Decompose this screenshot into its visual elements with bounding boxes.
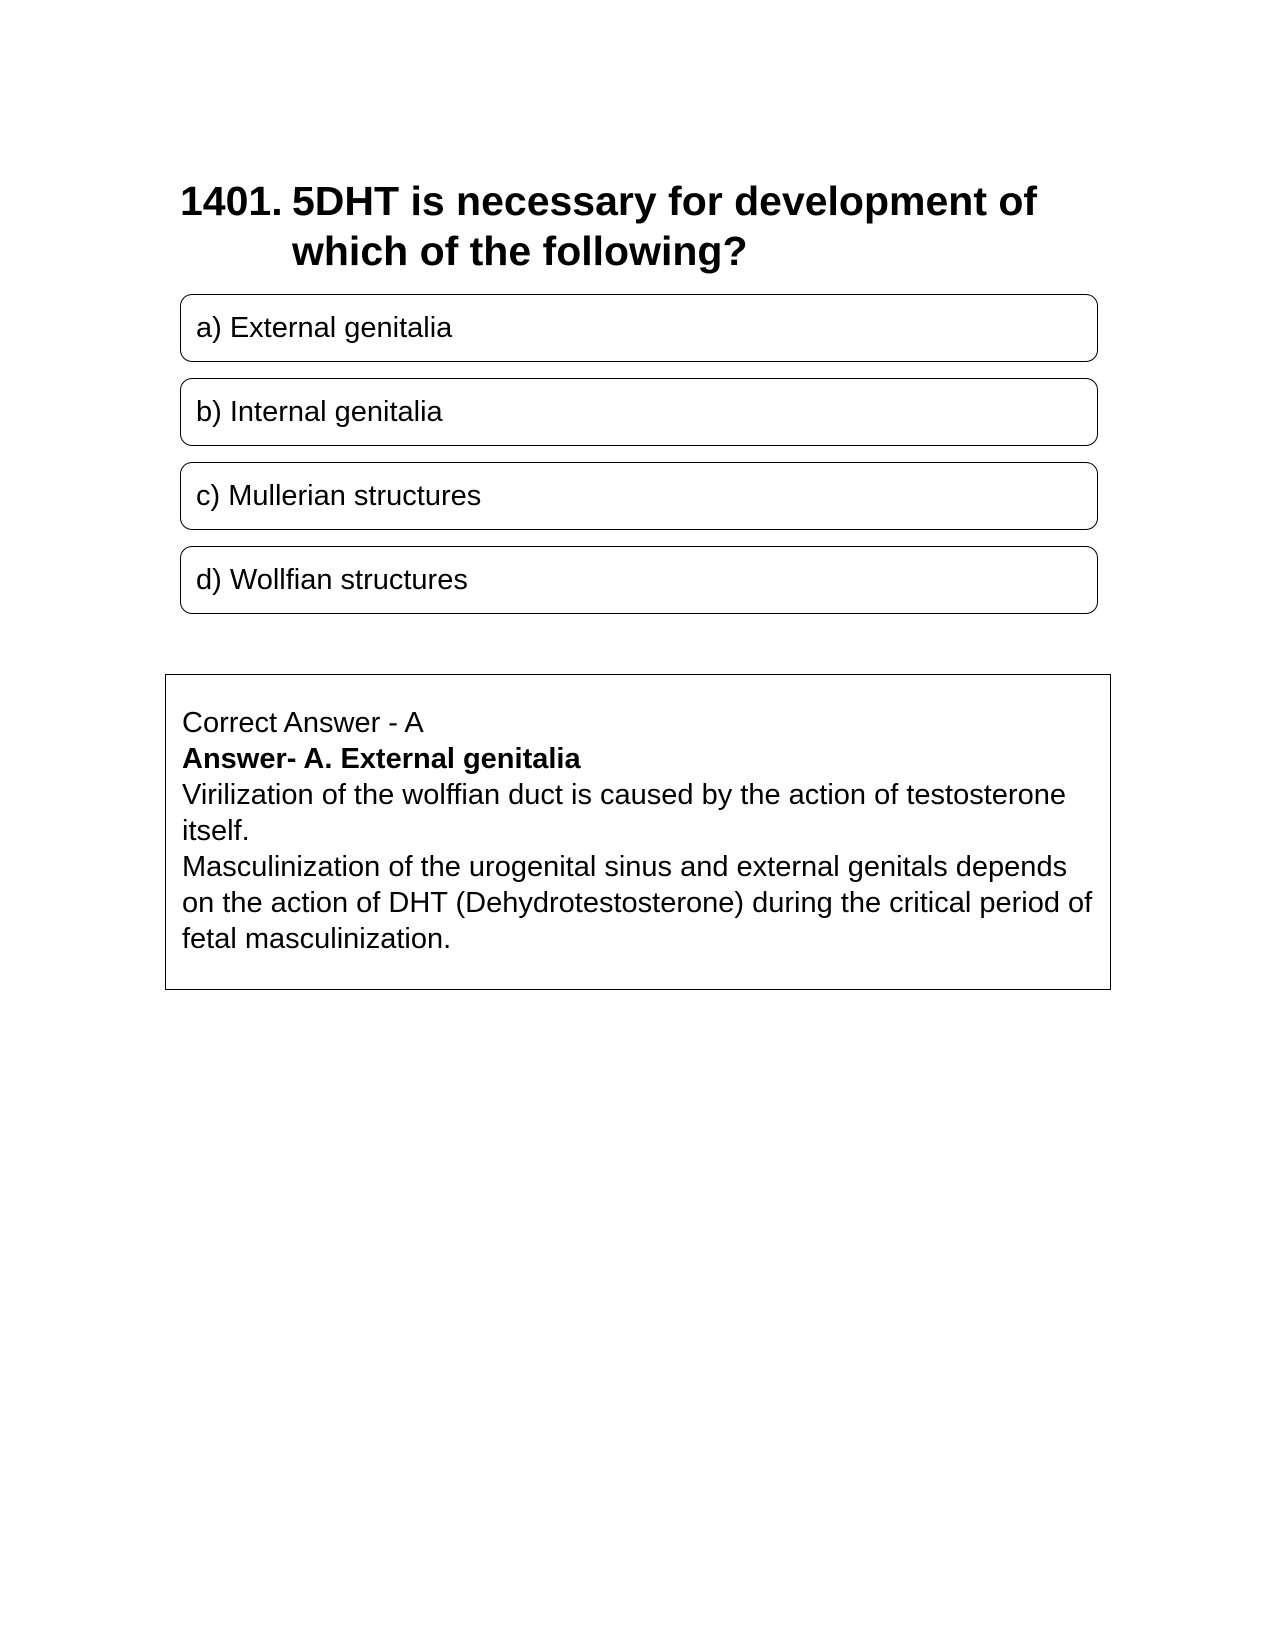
answer-explanation-box <box>165 674 1111 990</box>
option-c[interactable]: c) Mullerian structures <box>180 462 1098 530</box>
correct-answer-label: Correct Answer - A <box>182 707 424 739</box>
question-text: 5DHT is necessary for development of which of the following? <box>292 178 1038 274</box>
option-d[interactable]: d) Wollfian structures <box>180 546 1098 614</box>
explanation-paragraph-2: Masculinization of the urogenital sinus and external genitals depends on the action of DHT (Dehydrotestosterone) during the critical period of fetal masculinization. <box>182 851 1093 955</box>
option-a[interactable]: a) External genitalia <box>180 294 1098 362</box>
option-b[interactable]: b) Internal genitalia <box>180 378 1098 446</box>
answer-heading: Answer- A. External genitalia <box>182 743 581 775</box>
question-number: 1401. <box>180 178 283 224</box>
explanation-paragraph-1: Virilization of the wolffian duct is caused by the action of testosterone itself. <box>182 779 1066 847</box>
question-heading <box>180 176 1080 276</box>
answer-options <box>180 294 1098 630</box>
